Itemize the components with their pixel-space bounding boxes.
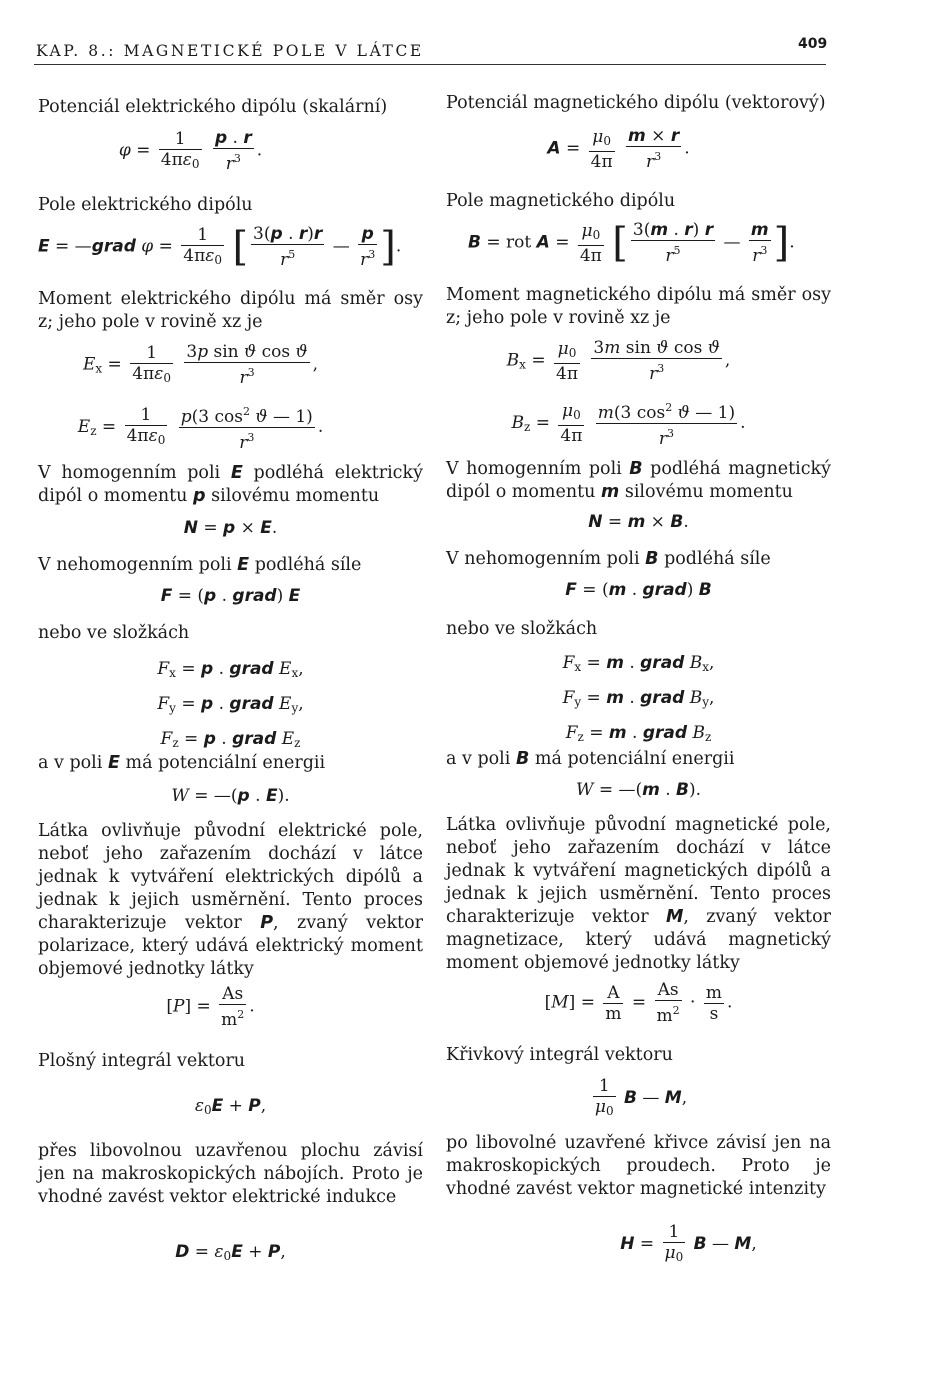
left-energy-text: a v poli E má potenciální energii xyxy=(38,753,326,773)
left-components-text: nebo ve složkách xyxy=(38,623,190,643)
right-field-formula: B = rot A = $\frac{\mu_0}{4\pi}$ [ $\frac{3(m . r) r}{r^5}$ — $\frac{m}{r^3}$ ]. xyxy=(468,220,795,266)
header-rule xyxy=(34,64,826,65)
left-field-formula: E = —grad φ = $\frac{1}{4\pi\varepsilon_0}$ [ $\frac{3(p . r)r}{r^5}$ — $\frac{p}{r^3}$ ]. xyxy=(38,224,402,270)
right-bz-formula: $B_z$ = $\frac{\mu_0}{4\pi}$ $\frac{m(3 \cos^2 ϑ — 1)}{r^3}$ . xyxy=(436,398,821,449)
right-unit-formula: [M] = $\frac{A}{m}$ = $\frac{As}{m^2}$ · $\frac{m}{s}$ . xyxy=(544,980,733,1026)
right-closed-text: po libovolné uzavřené křivce závisí jen na makroskopických proudech. Proto je vhodné zavést vektor magnetické intenzity xyxy=(446,1133,831,1199)
right-force-formula: F = (m . grad) B xyxy=(565,580,712,600)
right-energy-text: a v poli B má potenciální energii xyxy=(446,749,735,769)
left-field-heading: Pole elektrického dipólu xyxy=(38,195,253,215)
right-potential-heading: Potenciál magnetického dipólu (vektorový) xyxy=(446,93,826,113)
right-components-text: nebo ve složkách xyxy=(446,619,598,639)
left-closed-text: přes libovolnou uzavřenou plochu závisí jen na makroskopických nábojích. Proto je vhodné zavést vektor elektrické indukce xyxy=(38,1141,423,1207)
right-inhomog-text: V nehomogenním poli B podléhá síle xyxy=(446,549,771,569)
right-components-formulas: $F_x = m$ . grad $B_x$, $F_y = m$ . grad $B_y$, $F_z = m$ . grad $B_z$ xyxy=(562,653,715,744)
left-unit-formula: [P] = $\frac{As}{m^2}$ . xyxy=(166,984,255,1030)
left-potential-heading: Potenciál elektrického dipólu (skalární) xyxy=(38,97,388,117)
right-latka-text: Látka ovlivňuje původní magnetické pole, neboť jeho zařazením dochází v látce jednak k vytváření magnetických dipólů a jednak k jejich usměrnění. Tento proces charakterizuje vektor M, zvaný vektor magnetizace, který udává magnetický moment objemové jednotky látky xyxy=(446,815,831,973)
left-energy-formula: W = —(p . E). xyxy=(171,786,290,806)
running-title: KAP. 8.: MAGNETICKÉ POLE V LÁTCE xyxy=(36,42,424,60)
left-inhomog-text: V nehomogenním poli E podléhá síle xyxy=(38,555,362,575)
left-integral-formula: $\varepsilon_0E + P$, xyxy=(194,1096,267,1117)
left-ez-formula: $E_z$ = $\frac{1}{4\pi\varepsilon_0}$ $\frac{p(3 \cos^2 ϑ — 1)}{r^3}$ . xyxy=(8,402,393,453)
left-force-formula: F = (p . grad) E xyxy=(160,586,301,606)
left-torque-formula: N = p × E. xyxy=(183,518,278,538)
right-field-heading: Pole magnetického dipólu xyxy=(446,191,676,211)
right-moment-text: Moment magnetického dipólu má směr osy z; jeho pole v rovině xz je xyxy=(446,285,831,328)
right-homog-text: V homogenním poli B podléhá magnetický dipól o momentu m silovému momentu xyxy=(446,459,831,502)
right-bx-formula: $B_x$ = $\frac{\mu_0}{4\pi}$ $\frac{\text{3m sin ϑ cos ϑ}}{r^3}$ , xyxy=(506,338,731,384)
right-integral-formula: $\frac{1}{\mu_0}$ B — M, xyxy=(594,1076,688,1118)
left-potential-formula: φ = $\frac{1}{4\pi\varepsilon_0}$ $\frac{p . r}{r^3}$ . xyxy=(118,128,263,174)
left-components-formulas: $F_x = p$ . grad $E_x$, $F_y = p$ . grad $E_y$, $F_z = p$ . grad $E_z$ xyxy=(157,659,304,750)
left-induction-formula: $D = \varepsilon_0E + P$, xyxy=(175,1242,286,1263)
left-moment-text: Moment elektrického dipólu má směr osy z; jeho pole v rovině xz je xyxy=(38,289,423,332)
left-latka-text: Látka ovlivňuje původní elektrické pole, neboť jeho zařazením dochází v látce jednak k vytváření elektrických dipólů a jednak k jejich usměrnění. Tento proces charakterizuje vektor P, zvaný vektor polarizace, který udává elektrický moment objemové jednotky látky xyxy=(38,821,423,979)
right-torque-formula: N = m × B. xyxy=(588,512,689,532)
right-intensity-formula: H = $\frac{1}{\mu_0}$ B — M, xyxy=(620,1222,757,1264)
page-number: 409 xyxy=(798,36,828,52)
right-energy-formula: W = —(m . B). xyxy=(575,780,702,800)
right-integral-text: Křivkový integrál vektoru xyxy=(446,1045,673,1065)
left-ex-formula: $E_x$ = $\frac{1}{4\pi\varepsilon_0}$ $\frac{\text{3p sin ϑ cos ϑ}}{r^3}$ , xyxy=(82,342,319,388)
left-homog-text: V homogenním poli E podléhá elektrický dipól o momentu p silovému momentu xyxy=(38,463,423,506)
right-potential-formula: A = $\frac{\mu_0}{4\pi}$ $\frac{m \times r}{r^3}$ . xyxy=(547,126,690,172)
left-integral-text: Plošný integrál vektoru xyxy=(38,1051,246,1071)
